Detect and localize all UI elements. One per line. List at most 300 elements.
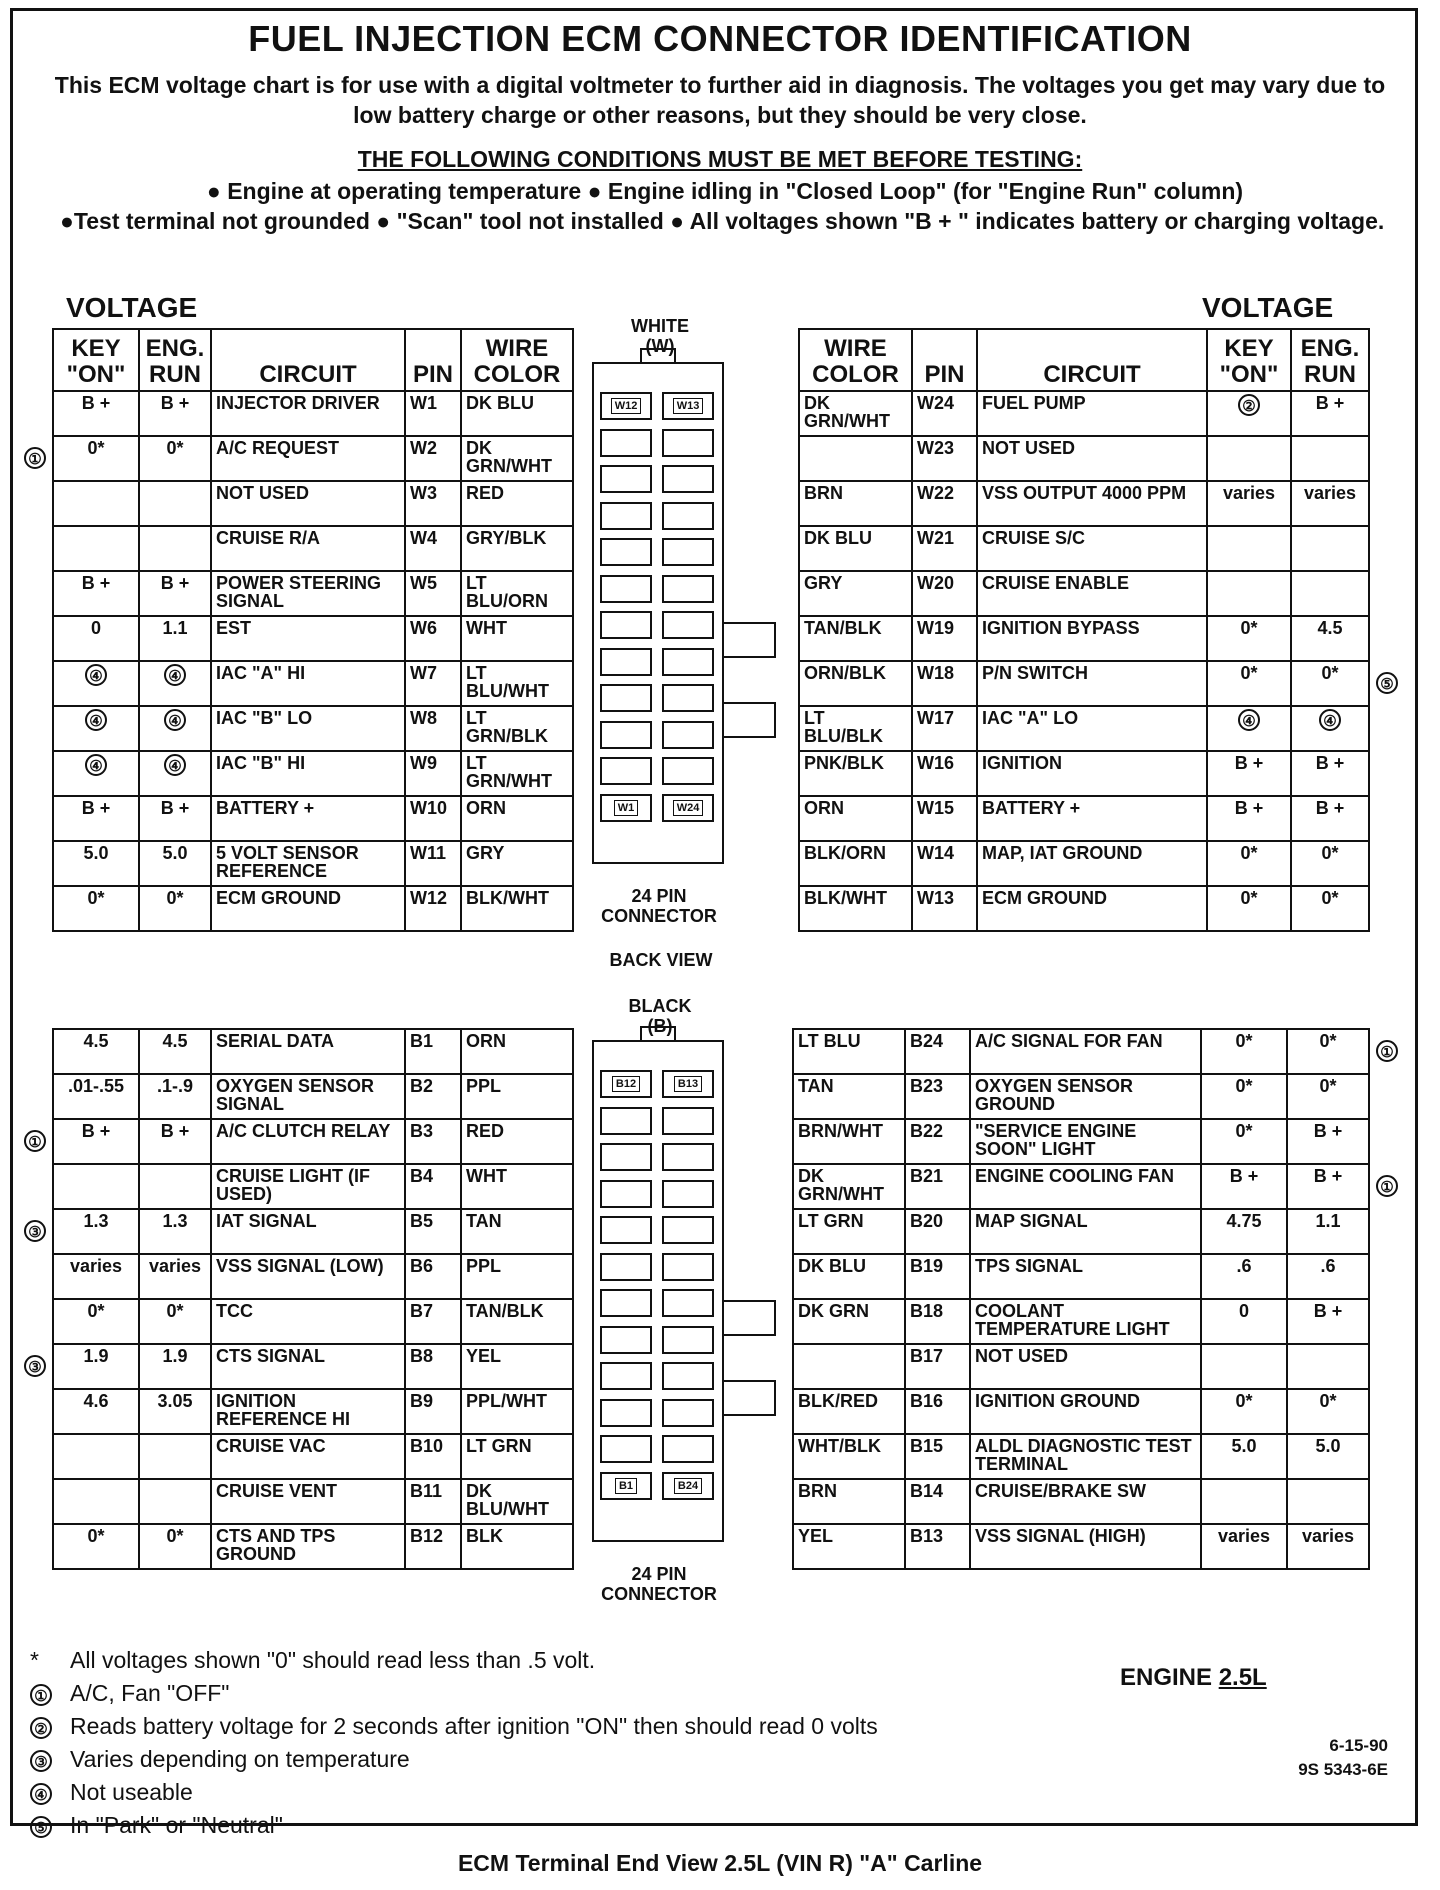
key-cell: varies (1207, 481, 1291, 526)
row-note-marker (24, 1355, 46, 1377)
pin-cell: W13 (912, 886, 977, 931)
table-row (53, 391, 573, 436)
connector-cavity (600, 1216, 652, 1244)
table-row (793, 1524, 1369, 1569)
footnote-symbol (30, 1677, 70, 1710)
pin-cell: B14 (905, 1479, 970, 1524)
run-cell: 0* (1287, 1074, 1369, 1119)
wire-cell: WHT (461, 616, 573, 661)
black-label: BLACK (628, 996, 692, 1016)
run-cell: B + (1291, 751, 1369, 796)
wire-cell: PPL (461, 1074, 573, 1119)
circuit-cell: IAT SIGNAL (211, 1209, 405, 1254)
run-cell (139, 1479, 211, 1524)
circled-number-icon: ④ (1319, 709, 1341, 731)
pin-cell: W1 (405, 391, 461, 436)
pin-cell: W15 (912, 796, 977, 841)
circled-number-icon: ③ (24, 1220, 46, 1242)
table-row (53, 526, 573, 571)
connector-cavity (600, 757, 652, 785)
run-cell: 5.0 (139, 841, 211, 886)
key-cell: 0* (1201, 1119, 1287, 1164)
pin-cell: B11 (405, 1479, 461, 1524)
connector-cavity (662, 1326, 714, 1354)
pin-cell: B4 (405, 1164, 461, 1209)
connector-cavity (600, 684, 652, 712)
black-caption-2: CONNECTOR (601, 1584, 717, 1604)
run-cell: B + (1291, 391, 1369, 436)
table-row (799, 751, 1369, 796)
connector-cavity (600, 429, 652, 457)
part-code: 9S 5343-6E (1298, 1760, 1388, 1779)
connector-cavity (600, 1180, 652, 1208)
pin-cell: B1 (405, 1029, 461, 1074)
white-connector-latch (722, 622, 776, 658)
key-cell (53, 481, 139, 526)
key-cell: 0 (53, 616, 139, 661)
table-row (53, 1299, 573, 1344)
key-cell: 0* (1201, 1074, 1287, 1119)
connector-cavity (662, 538, 714, 566)
wire-cell: GRY (461, 841, 573, 886)
key-cell: B + (53, 1119, 139, 1164)
run-cell: 0* (139, 436, 211, 481)
circuit-cell: A/C CLUTCH RELAY (211, 1119, 405, 1164)
circuit-cell: NOT USED (977, 436, 1207, 481)
key-cell (1201, 1479, 1287, 1524)
circled-number-icon: ④ (85, 709, 107, 731)
run-cell: B + (139, 391, 211, 436)
key-cell (53, 1164, 139, 1209)
table-row (53, 841, 573, 886)
circuit-cell: FUEL PUMP (977, 391, 1207, 436)
footnotes (30, 1644, 878, 1842)
footnote-item (30, 1710, 878, 1743)
footnote-symbol (30, 1776, 70, 1809)
circuit-cell: CRUISE VENT (211, 1479, 405, 1524)
table-row (53, 1389, 573, 1434)
wire-cell: PPL/WHT (461, 1389, 573, 1434)
black-connector-caption (586, 1564, 732, 1604)
circuit-cell: SERIAL DATA (211, 1029, 405, 1074)
wire-cell: BLK/ORN (799, 841, 912, 886)
key-cell: 0* (1201, 1389, 1287, 1434)
wire-cell: BRN (793, 1479, 905, 1524)
connector-cavity (600, 1070, 652, 1098)
connector-cavity (600, 1143, 652, 1171)
run-cell: B + (1287, 1164, 1369, 1209)
wire-cell: PPL (461, 1254, 573, 1299)
wire-cell: BLK (461, 1524, 573, 1569)
connector-cavity (662, 1399, 714, 1427)
connector-cavity (662, 1472, 714, 1500)
connector-cavity (600, 1253, 652, 1281)
key-cell: .01-.55 (53, 1074, 139, 1119)
circled-number-icon: ③ (30, 1750, 52, 1772)
table-row (53, 1164, 573, 1209)
circuit-header: CIRCUIT (977, 329, 1207, 391)
footnote-text: A/C, Fan "OFF" (70, 1680, 230, 1706)
connector-cavity (662, 1362, 714, 1390)
table-row (793, 1479, 1369, 1524)
circuit-cell: COOLANT TEMPERATURE LIGHT (970, 1299, 1201, 1344)
engine-value: 2.5L (1218, 1664, 1267, 1691)
table-row (53, 706, 573, 751)
table-row (793, 1389, 1369, 1434)
key-cell: B + (53, 571, 139, 616)
wire-cell: GRY/BLK (461, 526, 573, 571)
footnote-item (30, 1809, 878, 1842)
pin-cell: B7 (405, 1299, 461, 1344)
key-cell: 5.0 (1201, 1434, 1287, 1479)
connector-cavity (662, 684, 714, 712)
circuit-cell: TPS SIGNAL (970, 1254, 1201, 1299)
voltage-heading-right: VOLTAGE (1202, 292, 1334, 323)
circuit-cell: CRUISE S/C (977, 526, 1207, 571)
wire-color-header: WIRE COLOR (799, 329, 912, 391)
circuit-cell: IGNITION (977, 751, 1207, 796)
connector-cavity (662, 465, 714, 493)
black-code: (B) (647, 1016, 673, 1036)
run-cell: B + (139, 571, 211, 616)
footnote-symbol (30, 1743, 70, 1776)
run-cell: 0* (139, 1299, 211, 1344)
run-cell: 0* (139, 1524, 211, 1569)
key-cell: 4.5 (53, 1029, 139, 1074)
black-connector-right-table (792, 1028, 1370, 1570)
circuit-cell: IGNITION BYPASS (977, 616, 1207, 661)
pin-cell: B22 (905, 1119, 970, 1164)
wire-cell: TAN/BLK (461, 1299, 573, 1344)
run-cell: 0* (1291, 841, 1369, 886)
footnote-item (30, 1776, 878, 1809)
pin-cell: W5 (405, 571, 461, 616)
table-row (793, 1074, 1369, 1119)
circled-number-icon: ① (24, 1130, 46, 1152)
key-cell: 0* (53, 436, 139, 481)
pin-cell: W21 (912, 526, 977, 571)
circuit-cell: IAC "A" HI (211, 661, 405, 706)
key-cell (53, 751, 139, 796)
connector-cavity (600, 1326, 652, 1354)
connector-cavity (662, 1253, 714, 1281)
pin-cell: W10 (405, 796, 461, 841)
circuit-cell: ECM GROUND (211, 886, 405, 931)
footer-caption: ECM Terminal End View 2.5L (VIN R) "A" Carline (457, 1850, 983, 1876)
wire-cell: BLK/WHT (799, 886, 912, 931)
key-cell: 0* (1207, 886, 1291, 931)
connector-cavity (662, 502, 714, 530)
wire-cell (799, 436, 912, 481)
wire-cell: DK GRN (793, 1299, 905, 1344)
table-row (53, 1029, 573, 1074)
circuit-cell: TCC (211, 1299, 405, 1344)
table-row (793, 1344, 1369, 1389)
pin-cell: B8 (405, 1344, 461, 1389)
key-cell (1207, 571, 1291, 616)
wire-cell: LT GRN (793, 1209, 905, 1254)
run-cell (139, 1164, 211, 1209)
eng-run-header: ENG. RUN (139, 329, 211, 391)
connector-cavity (662, 1289, 714, 1317)
connector-cavity (600, 794, 652, 822)
table-row (799, 571, 1369, 616)
run-cell: 0* (1291, 886, 1369, 931)
run-cell: 1.9 (139, 1344, 211, 1389)
connector-cavity (662, 721, 714, 749)
cavity-pin-label: W13 (673, 398, 704, 414)
pin-cell: W22 (912, 481, 977, 526)
table-row (793, 1254, 1369, 1299)
circled-number-icon: ④ (164, 754, 186, 776)
run-cell (139, 1434, 211, 1479)
circled-number-icon: ⑤ (1376, 672, 1398, 694)
cavity-pin-label: B24 (674, 1478, 702, 1494)
wire-cell: WHT (461, 1164, 573, 1209)
table-row (799, 436, 1369, 481)
voltage-heading-left: VOLTAGE (66, 292, 198, 323)
wire-cell: WHT/BLK (793, 1434, 905, 1479)
pin-cell: W7 (405, 661, 461, 706)
circuit-cell: A/C REQUEST (211, 436, 405, 481)
circuit-cell: ECM GROUND (977, 886, 1207, 931)
pin-cell: B6 (405, 1254, 461, 1299)
black-connector-key (640, 1026, 676, 1042)
black-caption-1: 24 PIN (631, 1564, 687, 1584)
pin-cell: W17 (912, 706, 977, 751)
circuit-cell: EST (211, 616, 405, 661)
pin-cell: B21 (905, 1164, 970, 1209)
pin-cell: B23 (905, 1074, 970, 1119)
run-cell: B + (1287, 1119, 1369, 1164)
key-cell (1207, 436, 1291, 481)
table-row (53, 436, 573, 481)
circuit-cell: CRUISE ENABLE (977, 571, 1207, 616)
wire-cell: LT GRN/WHT (461, 751, 573, 796)
circled-number-icon: ④ (85, 754, 107, 776)
condition-line-2: ●Test terminal not grounded ● "Scan" tool not installed ● All voltages shown "B + " indicates battery or charging voltage. (60, 208, 1385, 234)
connector-cavity (662, 648, 714, 676)
circuit-cell: "SERVICE ENGINE SOON" LIGHT (970, 1119, 1201, 1164)
circled-number-icon: ④ (30, 1783, 52, 1805)
wire-cell: RED (461, 1119, 573, 1164)
wire-cell: ORN (461, 1029, 573, 1074)
circuit-header: CIRCUIT (211, 329, 405, 391)
run-cell: 5.0 (1287, 1434, 1369, 1479)
key-cell (53, 661, 139, 706)
engine-text: ENGINE (1120, 1664, 1213, 1691)
pin-cell: B2 (405, 1074, 461, 1119)
run-cell: 4.5 (1291, 616, 1369, 661)
row-note-marker (1376, 1175, 1398, 1197)
wire-cell: LT GRN/BLK (461, 706, 573, 751)
connector-cavity (662, 1143, 714, 1171)
run-cell: varies (1291, 481, 1369, 526)
pin-cell: B15 (905, 1434, 970, 1479)
white-caption-1: 24 PIN (631, 886, 687, 906)
run-cell: 1.1 (1287, 1209, 1369, 1254)
connector-cavity (662, 1070, 714, 1098)
table-row (53, 571, 573, 616)
pin-cell: W12 (405, 886, 461, 931)
connector-cavity (600, 1362, 652, 1390)
circuit-cell: NOT USED (211, 481, 405, 526)
key-cell (53, 526, 139, 571)
run-cell (1287, 1479, 1369, 1524)
wire-cell: TAN (461, 1209, 573, 1254)
footnote-text: Not useable (70, 1779, 193, 1805)
back-view-label: BACK VIEW (609, 950, 713, 970)
pin-cell: W6 (405, 616, 461, 661)
table-row (799, 706, 1369, 751)
pin-cell: B3 (405, 1119, 461, 1164)
key-cell: B + (53, 796, 139, 841)
footnote-symbol (30, 1809, 70, 1842)
pin-cell: W19 (912, 616, 977, 661)
connector-cavity (600, 575, 652, 603)
wire-cell: BRN/WHT (793, 1119, 905, 1164)
circuit-cell: INJECTOR DRIVER (211, 391, 405, 436)
key-cell: 0* (53, 1299, 139, 1344)
key-cell: 0* (53, 1524, 139, 1569)
pin-cell: B20 (905, 1209, 970, 1254)
pin-cell: B5 (405, 1209, 461, 1254)
wire-cell: ORN/BLK (799, 661, 912, 706)
table-row (793, 1119, 1369, 1164)
circuit-cell: VSS OUTPUT 4000 PPM (977, 481, 1207, 526)
row-note-marker (1376, 1040, 1398, 1062)
table-row (793, 1434, 1369, 1479)
table-row (53, 1434, 573, 1479)
pin-cell: W2 (405, 436, 461, 481)
white-connector-left-table (52, 328, 574, 932)
connector-cavity (600, 1435, 652, 1463)
key-cell (1207, 391, 1291, 436)
wire-cell: YEL (461, 1344, 573, 1389)
connector-cavity (600, 1399, 652, 1427)
circuit-cell: A/C SIGNAL FOR FAN (970, 1029, 1201, 1074)
connector-cavity (600, 392, 652, 420)
wire-cell: GRY (799, 571, 912, 616)
circuit-cell: CRUISE/BRAKE SW (970, 1479, 1201, 1524)
key-cell: 1.9 (53, 1344, 139, 1389)
circled-number-icon: ① (30, 1684, 52, 1706)
white-label: WHITE (631, 316, 689, 336)
run-cell (1291, 526, 1369, 571)
circuit-cell: IGNITION GROUND (970, 1389, 1201, 1434)
table-row (53, 481, 573, 526)
run-cell: 1.3 (139, 1209, 211, 1254)
circled-number-icon: ① (1376, 1175, 1398, 1197)
wire-cell: BLK/RED (793, 1389, 905, 1434)
white-caption-2: CONNECTOR (601, 906, 717, 926)
circuit-cell: MAP SIGNAL (970, 1209, 1201, 1254)
key-on-header: KEY "ON" (1207, 329, 1291, 391)
table-row (799, 841, 1369, 886)
run-cell: B + (139, 796, 211, 841)
pin-header: PIN (405, 329, 461, 391)
run-cell: .1-.9 (139, 1074, 211, 1119)
wire-cell: DK GRN/WHT (799, 391, 912, 436)
pin-cell: W9 (405, 751, 461, 796)
pin-cell: B18 (905, 1299, 970, 1344)
table-row (799, 886, 1369, 931)
circuit-cell: CRUISE LIGHT (IF USED) (211, 1164, 405, 1209)
wire-color-header: WIRE COLOR (461, 329, 573, 391)
table-row (799, 796, 1369, 841)
table-row (53, 751, 573, 796)
footnote-symbol (30, 1710, 70, 1743)
table-row (53, 661, 573, 706)
circuit-cell: ALDL DIAGNOSTIC TEST TERMINAL (970, 1434, 1201, 1479)
table-row (799, 391, 1369, 436)
pin-cell: B24 (905, 1029, 970, 1074)
pin-cell: W8 (405, 706, 461, 751)
run-cell (139, 751, 211, 796)
key-cell: 1.3 (53, 1209, 139, 1254)
circuit-cell: MAP, IAT GROUND (977, 841, 1207, 886)
condition-line-1: ● Engine at operating temperature ● Engine idling in "Closed Loop" (for "Engine Run" column) (206, 178, 1244, 204)
row-note-marker (1376, 672, 1398, 694)
connector-cavity (600, 1472, 652, 1500)
connector-cavity (662, 429, 714, 457)
cavity-pin-label: B1 (615, 1478, 637, 1494)
cavity-pin-label: W24 (673, 800, 704, 816)
connector-cavity (662, 757, 714, 785)
table-row (53, 616, 573, 661)
cavity-pin-label: B12 (612, 1076, 640, 1092)
pin-cell: W14 (912, 841, 977, 886)
white-connector-key (640, 348, 676, 364)
key-cell: varies (1201, 1524, 1287, 1569)
cavity-pin-label: B13 (674, 1076, 702, 1092)
pin-cell: B10 (405, 1434, 461, 1479)
pin-cell: B13 (905, 1524, 970, 1569)
table-row (799, 481, 1369, 526)
date-code: 6-15-90 (1329, 1736, 1388, 1755)
key-cell: 0* (1207, 616, 1291, 661)
conditions-heading: THE FOLLOWING CONDITIONS MUST BE MET BEFORE TESTING: (357, 146, 1083, 172)
footnote-item (30, 1677, 878, 1710)
key-cell (1207, 526, 1291, 571)
connector-cavity (662, 392, 714, 420)
footnote-symbol: * (30, 1647, 39, 1673)
connector-cavity (662, 794, 714, 822)
circuit-cell: CTS AND TPS GROUND (211, 1524, 405, 1569)
circuit-cell: OXYGEN SENSOR SIGNAL (211, 1074, 405, 1119)
table-row (799, 526, 1369, 571)
circuit-cell: CTS SIGNAL (211, 1344, 405, 1389)
table-row (53, 1254, 573, 1299)
key-cell (1207, 706, 1291, 751)
table-row (793, 1164, 1369, 1209)
run-cell: B + (1291, 796, 1369, 841)
white-connector-latch (722, 702, 776, 738)
connector-cavity (662, 611, 714, 639)
run-cell: 0* (1287, 1389, 1369, 1434)
pin-header: PIN (912, 329, 977, 391)
pin-cell: B9 (405, 1389, 461, 1434)
key-cell: 5.0 (53, 841, 139, 886)
wire-cell: LT BLU/ORN (461, 571, 573, 616)
key-on-header: KEY "ON" (53, 329, 139, 391)
run-cell (139, 526, 211, 571)
circuit-cell: IAC "B" HI (211, 751, 405, 796)
connector-cavity (600, 1289, 652, 1317)
pin-cell: W18 (912, 661, 977, 706)
wire-cell: TAN (793, 1074, 905, 1119)
pin-cell: B16 (905, 1389, 970, 1434)
